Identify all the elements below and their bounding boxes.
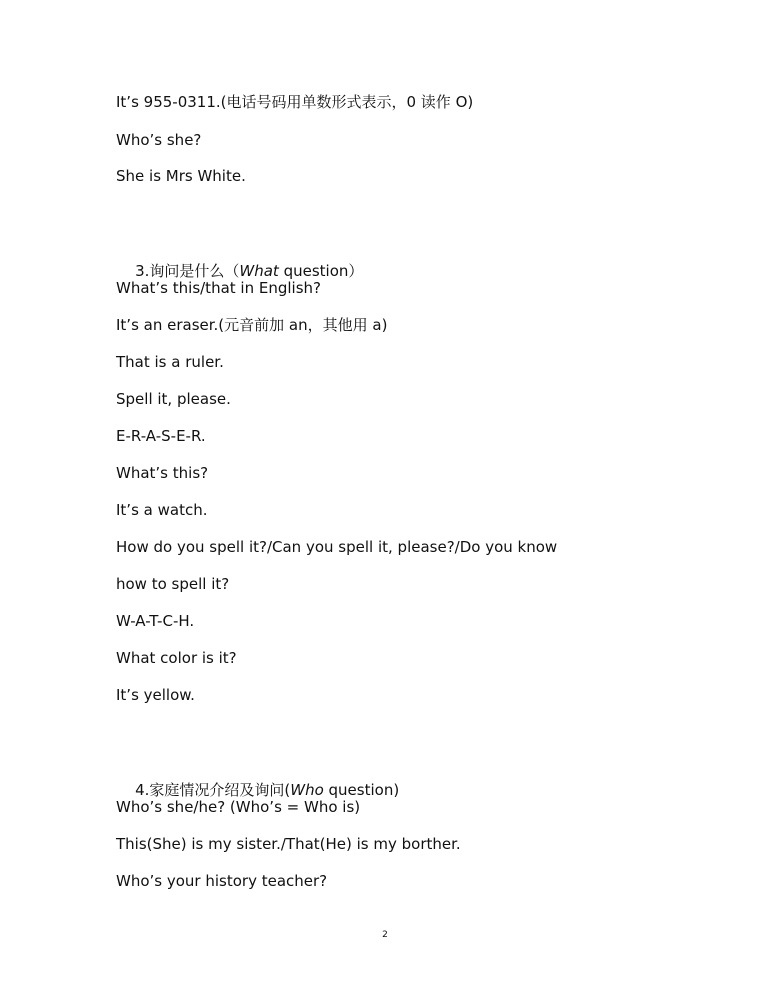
text-line: how to spell it?: [116, 575, 230, 593]
text-line: E-R-A-S-E-R.: [116, 427, 206, 445]
text-line: Who’s she/he? (Who’s = Who is): [116, 798, 361, 816]
text-line: What’s this?: [116, 464, 209, 482]
text-line: It’s yellow.: [116, 686, 195, 704]
text-line: That is a ruler.: [116, 353, 224, 371]
section-4-heading-suffix: question): [323, 781, 400, 799]
text-line: Spell it, please.: [116, 390, 231, 408]
section-3-heading-emphasis: What: [239, 262, 279, 280]
section-4-heading-emphasis: Who: [290, 781, 324, 799]
text-line: What color is it?: [116, 649, 237, 667]
text-line: Who’s your history teacher?: [116, 872, 328, 890]
text-line: It’s a watch.: [116, 501, 208, 519]
page-number: 2: [382, 930, 388, 940]
section-4-heading-prefix: 4.家庭情况介绍及询问(: [135, 781, 291, 799]
text-line: It’s 955-0311.(电话号码用单数形式表示，0 读作 O): [116, 93, 474, 111]
text-line: This(She) is my sister./That(He) is my borther.: [116, 835, 461, 853]
text-line: She is Mrs White.: [116, 167, 246, 185]
text-line: It’s an eraser.(元音前加 an，其他用 a): [116, 316, 388, 334]
section-3-heading-prefix: 3.询问是什么（: [135, 262, 240, 280]
text-line: How do you spell it?/Can you spell it, please?/Do you know: [116, 538, 558, 556]
text-line: What’s this/that in English?: [116, 279, 321, 297]
text-line: W-A-T-C-H.: [116, 612, 195, 630]
text-line: Who’s she?: [116, 131, 202, 149]
section-3-heading-suffix: question）: [278, 262, 364, 280]
